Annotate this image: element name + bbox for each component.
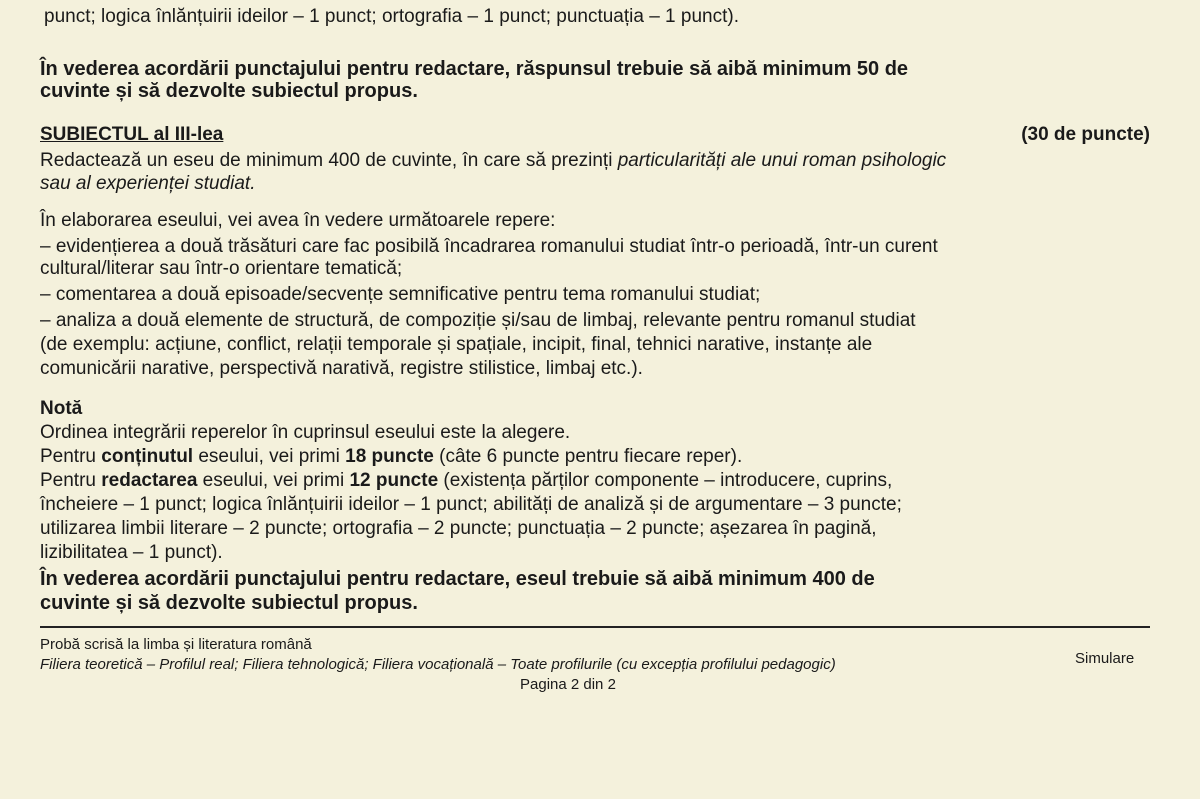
footer-exam: Probă scrisă la limba și literatura română bbox=[40, 636, 312, 653]
bullet-2: – comentarea a două episoade/secvențe semnificative pentru tema romanului studiat; bbox=[40, 284, 761, 305]
bullet-3-line-2: (de exemplu: acțiune, conflict, relații temporale și spațiale, incipit, final, tehnici narative, instanțe ale bbox=[40, 334, 873, 355]
requirement-line-2: cuvinte și să dezvolte subiectul propus. bbox=[40, 80, 418, 102]
repere-intro: În elaborarea eseului, vei avea în vedere următoarele repere: bbox=[40, 210, 556, 231]
subject-3-points: (30 de puncte) bbox=[1021, 124, 1150, 145]
subject-3-prompt-line-1 bbox=[40, 150, 946, 172]
subject-3-prompt-line-2: sau al experienței studiat. bbox=[40, 173, 256, 194]
bullet-3-line-3: comunicării narative, perspectivă narativă, registre stilistice, limbaj etc.). bbox=[40, 358, 643, 379]
note-bold: redactarea bbox=[101, 470, 198, 491]
note-text: Pentru bbox=[40, 470, 102, 491]
note-requirement-line-2: cuvinte și să dezvolte subiectul propus. bbox=[40, 592, 418, 614]
note-text: eseului, vei primi bbox=[193, 446, 346, 467]
bullet-1-line-2: cultural/literar sau într-o orientare tematică; bbox=[40, 258, 403, 279]
note-bold: 12 puncte bbox=[349, 470, 439, 491]
note-bold: 18 puncte bbox=[345, 446, 434, 467]
note-bold: conținutul bbox=[101, 446, 194, 467]
note-requirement-line-1: În vederea acordării punctajului pentru redactare, eseul trebuie să aibă minimum 400 de bbox=[40, 568, 875, 590]
scoring-fragment: punct; logica înlănțuirii ideilor – 1 punct; ortografia – 1 punct; punctuația – 1 punct). bbox=[44, 6, 739, 27]
note-line-3 bbox=[40, 470, 892, 492]
note-line-5: utilizarea limbii literare – 2 puncte; ortografia – 2 puncte; punctuația – 2 puncte; așezarea în pagină, bbox=[40, 518, 877, 539]
note-line-1: Ordinea integrării reperelor în cuprinsul eseului este la alegere. bbox=[40, 422, 571, 443]
note-text: Pentru bbox=[40, 446, 102, 467]
bullet-1-line-1: – evidențierea a două trăsături care fac posibilă încadrarea romanului studiat într-o perioadă, într-un curent bbox=[40, 236, 938, 257]
bullet-3-line-1: – analiza a două elemente de structură, de compoziție și/sau de limbaj, relevante pentru romanul studiat bbox=[40, 310, 916, 331]
note-line-4: încheiere – 1 punct; logica înlănțuirii ideilor – 1 punct; abilități de analiză și de argumentare – 3 puncte; bbox=[40, 494, 902, 515]
footer-stream: Filiera teoretică – Profilul real; Filiera tehnologică; Filiera vocațională – Toate profilurile (cu excepția profilului pedagogic) bbox=[40, 656, 836, 673]
note-line-6: lizibilitatea – 1 punct). bbox=[40, 542, 223, 563]
subject-3-header bbox=[40, 124, 1150, 146]
footer-divider bbox=[40, 626, 1150, 628]
subject-3-title: SUBIECTUL al III-lea bbox=[40, 124, 224, 145]
prompt-italic: particularități ale unui roman psihologic bbox=[617, 150, 947, 171]
note-text: (existența părților componente – introducere, cuprins, bbox=[438, 470, 893, 491]
note-text: (câte 6 puncte pentru fiecare reper). bbox=[433, 446, 743, 467]
note-heading: Notă bbox=[40, 398, 83, 419]
note-text: eseului, vei primi bbox=[197, 470, 350, 491]
note-line-2 bbox=[40, 446, 742, 468]
footer-page-number: Pagina 2 din 2 bbox=[520, 676, 616, 693]
requirement-line-1: În vederea acordării punctajului pentru redactare, răspunsul trebuie să aibă minimum 50 de bbox=[40, 58, 909, 80]
footer-type: Simulare bbox=[1075, 650, 1135, 667]
prompt-text: Redactează un eseu de minimum 400 de cuvinte, în care să prezinți bbox=[40, 150, 618, 171]
